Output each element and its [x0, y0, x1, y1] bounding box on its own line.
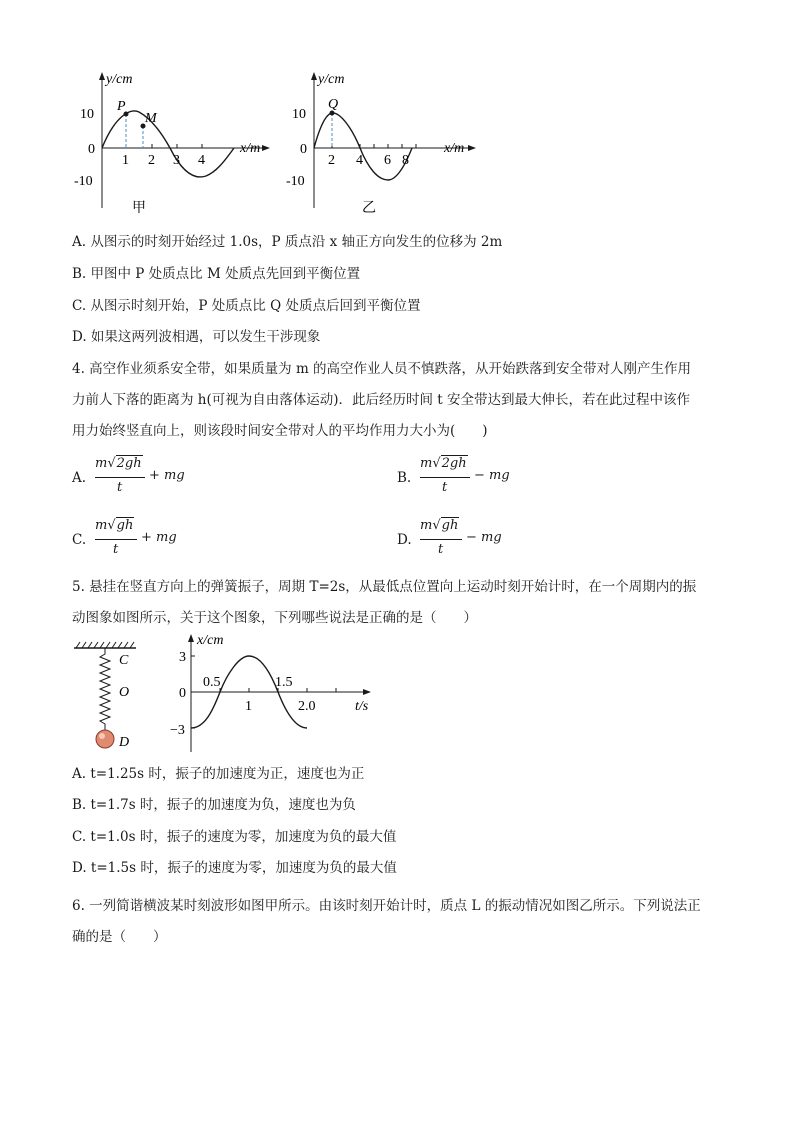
xtick-0-5: 0.5 — [203, 675, 221, 690]
q3-option-c[interactable]: C. 从图示时刻开始，P 处质点比 Q 处质点后回到平衡位置 — [72, 298, 421, 314]
q3-option-d[interactable]: D. 如果这两列波相遇，可以发生干涉现象 — [72, 329, 321, 345]
ytick-jia-10: 10 — [80, 107, 94, 122]
caption-yi: 乙 — [362, 201, 376, 216]
spring-oscillator-figure — [70, 638, 150, 756]
xtick-1-5: 1.5 — [275, 675, 293, 690]
q3-option-b[interactable]: B. 甲图中 P 处质点比 M 处质点先回到平衡位置 — [72, 266, 361, 282]
label-c: C — [119, 653, 129, 668]
q5-option-b[interactable]: B. t=1.7s 时，振子的加速度为负，速度也为负 — [72, 797, 356, 813]
q5-stem-line1: 5. 悬挂在竖直方向上的弹簧振子，周期 T=2s，从最低点位置向上运动时刻开始计时，在一个周期内的振 — [72, 579, 697, 595]
q4-option-d-label[interactable]: D. — [397, 532, 412, 548]
xlabel-yi: x/m — [444, 141, 465, 156]
ytick-neg3: −3 — [170, 723, 185, 738]
q3-option-a[interactable]: A. 从图示的时刻开始经过 1.0s，P 质点沿 x 轴正方向发生的位移为 2m — [72, 234, 503, 250]
q6-stem-line2: 确的是（ ） — [72, 929, 167, 945]
xtick-1: 1 — [245, 699, 252, 714]
caption-jia: 甲 — [132, 201, 146, 216]
xtick-yi-6: 6 — [384, 153, 391, 168]
q4-stem-line1: 4. 高空作业须系安全带，如果质量为 m 的高空作业人员不慎跌落，从开始跌落到安全带对人刚产生作用 — [72, 361, 692, 377]
wave-graph-yi — [282, 68, 492, 218]
xlabel-jia: x/m — [240, 141, 261, 156]
xtick-yi-2: 2 — [328, 153, 335, 168]
xtick-2-0: 2.0 — [298, 699, 316, 714]
q5-option-d[interactable]: D. t=1.5s 时，振子的速度为零，加速度为负的最大值 — [72, 860, 397, 876]
q4-option-b-label[interactable]: B. — [397, 470, 412, 486]
ylabel-xcm: x/cm — [197, 633, 224, 648]
xtick-yi-8: 8 — [402, 153, 409, 168]
q4-option-c-label[interactable]: C. — [72, 532, 87, 548]
xlabel-ts: t/s — [355, 699, 369, 714]
q4-option-a-formula[interactable]: m√2gh t + mg — [95, 456, 185, 495]
ytick-yi-10: 10 — [292, 107, 306, 122]
q5-option-a[interactable]: A. t=1.25s 时，振子的加速度为正，速度也为正 — [72, 766, 365, 782]
q4-option-d-formula[interactable]: m√gh t − mg — [420, 518, 502, 557]
ytick-jia-0: 0 — [88, 142, 95, 157]
xtick-jia-2: 2 — [148, 153, 155, 168]
oscillation-graph — [165, 630, 380, 755]
q4-option-c-formula[interactable]: m√gh t + mg — [95, 518, 177, 557]
wave-graph-jia — [70, 68, 280, 218]
q4-option-b-formula[interactable]: m√2gh t − mg — [420, 456, 510, 495]
q4-option-a-label[interactable]: A. — [72, 470, 87, 486]
xtick-jia-4: 4 — [198, 153, 205, 168]
q4-stem-line2: 力前人下落的距离为 h(可视为自由落体运动)．此后经历时间 t 安全带达到最大伸长，若在此过程中该作 — [72, 392, 691, 408]
xtick-jia-3: 3 — [173, 153, 180, 168]
label-o: O — [119, 685, 130, 700]
ytick-yi-neg10: -10 — [286, 174, 305, 189]
ball-icon — [96, 730, 114, 748]
label-m: M — [145, 111, 157, 126]
ytick-3: 3 — [179, 650, 186, 665]
label-d: D — [119, 735, 130, 750]
xtick-yi-4: 4 — [356, 153, 363, 168]
label-p: P — [117, 99, 126, 114]
label-q: Q — [328, 97, 339, 112]
ylabel-jia: y/cm — [106, 72, 133, 87]
ytick-yi-0: 0 — [300, 142, 307, 157]
ytick-jia-neg10: -10 — [74, 174, 93, 189]
wave-curve-yi — [314, 113, 412, 180]
q4-stem-line3: 用力始终竖直向上，则该段时间安全带对人的平均作用力大小为( ) — [72, 423, 488, 439]
q6-stem-line1: 6. 一列简谐横波某时刻波形如图甲所示。由该时刻开始计时，质点 L 的振动情况如图乙所示。下列说法正 — [72, 898, 701, 914]
q5-option-c[interactable]: C. t=1.0s 时，振子的速度为零，加速度为负的最大值 — [72, 829, 397, 845]
xtick-jia-1: 1 — [122, 153, 129, 168]
spring-icon — [100, 648, 110, 730]
ylabel-yi: y/cm — [318, 72, 345, 87]
q5-stem-line2: 动图象如图所示，关于这个图象，下列哪些说法是正确的是（ ） — [72, 610, 477, 626]
ytick-0: 0 — [179, 686, 186, 701]
